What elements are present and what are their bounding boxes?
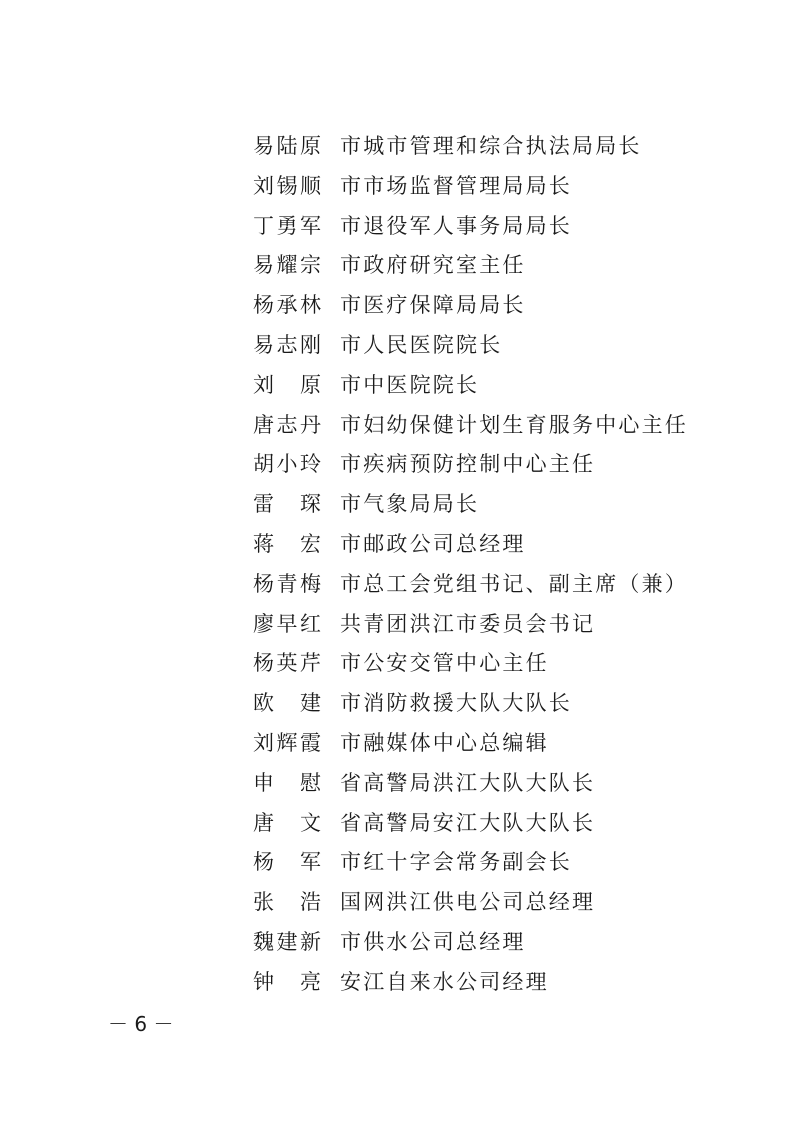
person-title: 市融媒体中心总编辑 xyxy=(340,730,549,755)
list-item xyxy=(0,681,793,721)
person-name: 唐 文 xyxy=(253,810,321,835)
person-title: 市人民医院院长 xyxy=(340,332,503,357)
person-title: 市中医院院长 xyxy=(340,372,480,397)
person-title: 共青团洪江市委员会书记 xyxy=(340,611,596,636)
list-item xyxy=(0,960,793,1000)
person-name: 易耀宗 xyxy=(253,253,321,278)
person-title: 市城市管理和综合执法局局长 xyxy=(340,134,642,158)
list-item xyxy=(0,283,793,323)
list-item xyxy=(0,562,793,602)
person-title: 国网洪江供电公司总经理 xyxy=(340,890,596,915)
personnel-list xyxy=(0,124,793,1000)
list-item xyxy=(0,243,793,283)
person-name: 易志刚 xyxy=(253,332,321,357)
person-title: 市医疗保障局局长 xyxy=(340,293,526,318)
list-item xyxy=(0,920,793,960)
person-title: 市供水公司总经理 xyxy=(340,929,526,954)
person-name: 张 浩 xyxy=(253,890,321,915)
list-item xyxy=(0,482,793,522)
person-title: 市市场监督管理局局长 xyxy=(340,173,572,198)
person-title: 市妇幼保健计划生育服务中心主任 xyxy=(340,412,688,437)
person-title: 省高警局洪江大队大队长 xyxy=(340,770,596,795)
person-title: 市红十字会常务副会长 xyxy=(340,850,572,875)
person-name: 刘锡顺 xyxy=(253,173,321,198)
person-title: 市政府研究室主任 xyxy=(340,253,526,278)
list-item xyxy=(0,323,793,363)
person-name: 唐志丹 xyxy=(253,412,321,437)
person-name: 胡小玲 xyxy=(253,452,321,477)
person-title: 市消防救援大队大队长 xyxy=(340,691,572,716)
list-item xyxy=(0,442,793,482)
list-item xyxy=(0,403,793,443)
list-item xyxy=(0,363,793,403)
person-title: 市总工会党组书记、副主席（兼） xyxy=(340,571,688,596)
list-item xyxy=(0,761,793,801)
person-name: 雷 琛 xyxy=(253,492,321,517)
page-number: － 6 － xyxy=(108,1012,174,1036)
person-title: 安江自来水公司经理 xyxy=(340,969,549,994)
person-title: 市公安交管中心主任 xyxy=(340,651,549,676)
list-item xyxy=(0,880,793,920)
person-name: 蒋 宏 xyxy=(253,531,321,556)
list-item xyxy=(0,164,793,204)
list-item xyxy=(0,721,793,761)
person-name: 刘辉霞 xyxy=(253,730,321,755)
list-item xyxy=(0,204,793,244)
person-title: 省高警局安江大队大队长 xyxy=(340,810,596,835)
person-name: 杨英芹 xyxy=(253,651,321,676)
person-name: 易陆原 xyxy=(253,134,321,158)
person-name: 杨 军 xyxy=(253,850,321,875)
list-item xyxy=(0,522,793,562)
person-title: 市疾病预防控制中心主任 xyxy=(340,452,596,477)
person-title: 市邮政公司总经理 xyxy=(340,531,526,556)
list-item xyxy=(0,641,793,681)
person-name: 丁勇军 xyxy=(253,213,321,238)
person-title: 市气象局局长 xyxy=(340,492,480,517)
person-name: 魏建新 xyxy=(253,929,321,954)
person-name: 杨承林 xyxy=(253,293,321,318)
person-name: 杨青梅 xyxy=(253,571,321,596)
person-title: 市退役军人事务局局长 xyxy=(340,213,572,238)
list-item xyxy=(0,602,793,642)
person-name: 欧 建 xyxy=(253,691,321,716)
person-name: 刘 原 xyxy=(253,372,321,397)
person-name: 申 慰 xyxy=(253,770,321,795)
person-name: 钟 亮 xyxy=(253,969,321,994)
list-item xyxy=(0,801,793,841)
list-item xyxy=(0,840,793,880)
person-name: 廖早红 xyxy=(253,611,321,636)
list-item xyxy=(0,124,793,164)
